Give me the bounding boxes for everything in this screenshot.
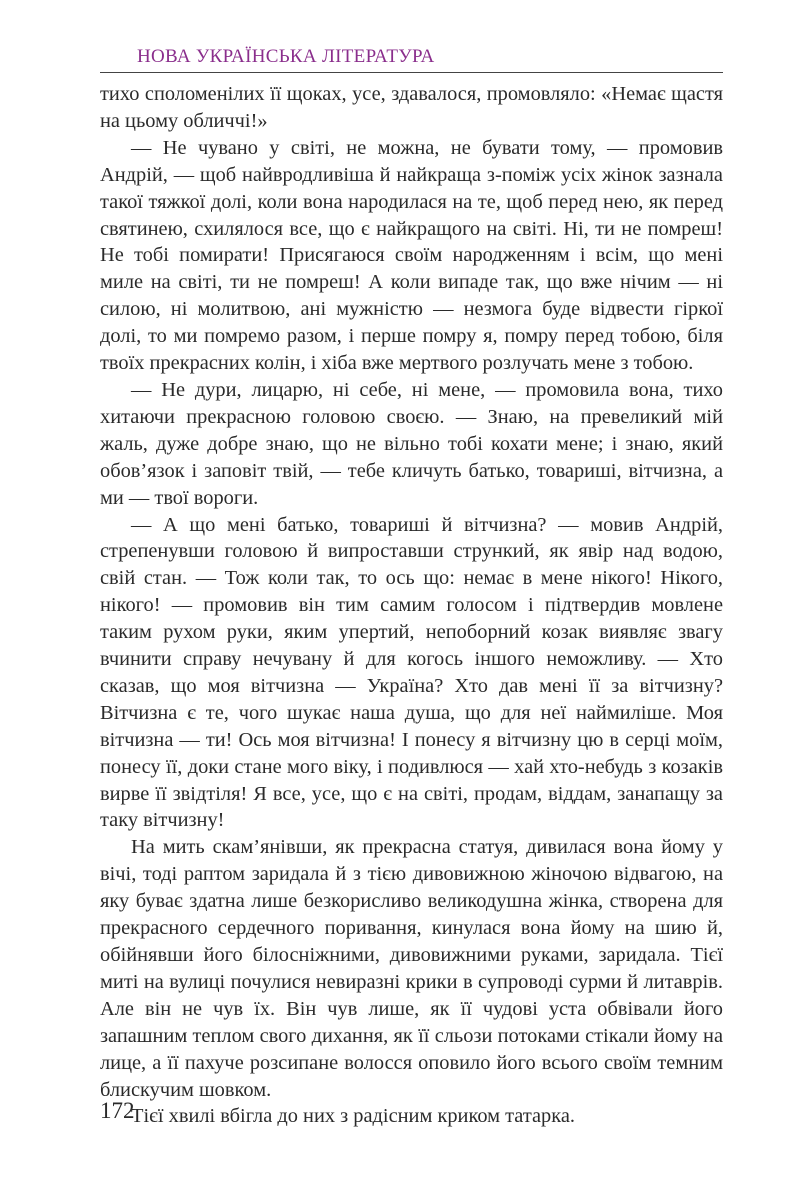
page-number: 172 <box>100 1098 135 1123</box>
paragraph: — Не чувано у світі, не можна, не бувати тому, — промовив Андрій, — щоб найвродливіша й найкраща з-поміж усіх жінок зазнала такої тяжкої долі, коли вона народилася на те, щоб перед нею, як перед святинею, схилялося все, що є найкращого на світі. Ні, ти не помреш! Не тобі помирати! Присягаюся своїм народженням і всім, що мені миле на світі, ти не помреш! А коли випаде так, що вже нічим — ні силою, ні молитвою, ані мужністю — незмога буде відвести гіркої долі, то ми помремо разом, і перше помру я, помру перед тобою, біля твоїх прекрасних колін, і хіба вже мертвого розлучать мене з тобою. <box>100 136 723 375</box>
paragraph: Тієї хвилі вбігла до них з радісним криком татарка. <box>131 1105 575 1128</box>
body-text <box>100 81 723 1130</box>
running-head-title: НОВА УКРАЇНСЬКА ЛІТЕРАТУРА <box>137 46 435 67</box>
paragraph: — Не дури, лицарю, ні себе, ні мене, — промовила вона, тихо хитаючи прекрасною головою своєю. — Знаю, на превеликий мій жаль, дуже добре знаю, що не вільно тобі кохати мене; і знаю, який обов’язок і заповіт твій, — тебе кличуть батько, товариші, вітчизна, а ми — твої вороги. <box>100 378 723 509</box>
paragraph: На мить скам’янівши, як прекрасна статуя, дивилася вона йому у вічі, тоді раптом заридала й з тією дивовижною жіночою відвагою, на яку буває здатна лише безкорисливо великодушна жінка, створена для прекрасного сердечного поривання, кинулася вона йому на шию й, обійнявши його білосніжними, дивовижними руками, заридала. Тієї миті на вулиці почулися невиразні крики в супроводі сурми й литаврів. Але він не чув їх. Він чув лише, як її чудові уста обвівали його запашним теплом свого дихання, як її сльози потоками стікали йому на лице, а її пахуче розсипане волосся оповило його всього своїм темним блискучим шовком. <box>100 836 723 1101</box>
header-divider <box>100 72 723 73</box>
paragraph: тихо споломенілих її щоках, усе, здавалося, промовляло: «Немає щастя на цьому обличчі!» <box>100 83 723 132</box>
paragraph: — А що мені батько, товариші й вітчизна? — мовив Андрій, стрепенувши головою й випроставши стрункий, як явір над водою, свій стан. — Тож коли так, то ось що: немає в мене нікого! Нікого, нікого! — промовив він тим самим голосом і підтвердив мовлене таким рухом руки, яким упертий, непоборний козак виявляє звагу вчинити справу нечувану й для когось іншого неможливу. — Хто сказав, що моя вітчизна — Україна? Хто дав мені її за вітчизну? Вітчизна є те, чого шукає наша душа, що для неї наймиліше. Моя вітчизна — ти! Ось моя вітчизна! І понесу я вітчизну цю в серці моїм, понесу її, доки стане мого віку, і подивлюся — хай хто-небудь з козаків вирве її звідтіля! Я все, усе, що є на світі, продам, віддам, занапащу за таку вітчизну! <box>100 513 723 832</box>
